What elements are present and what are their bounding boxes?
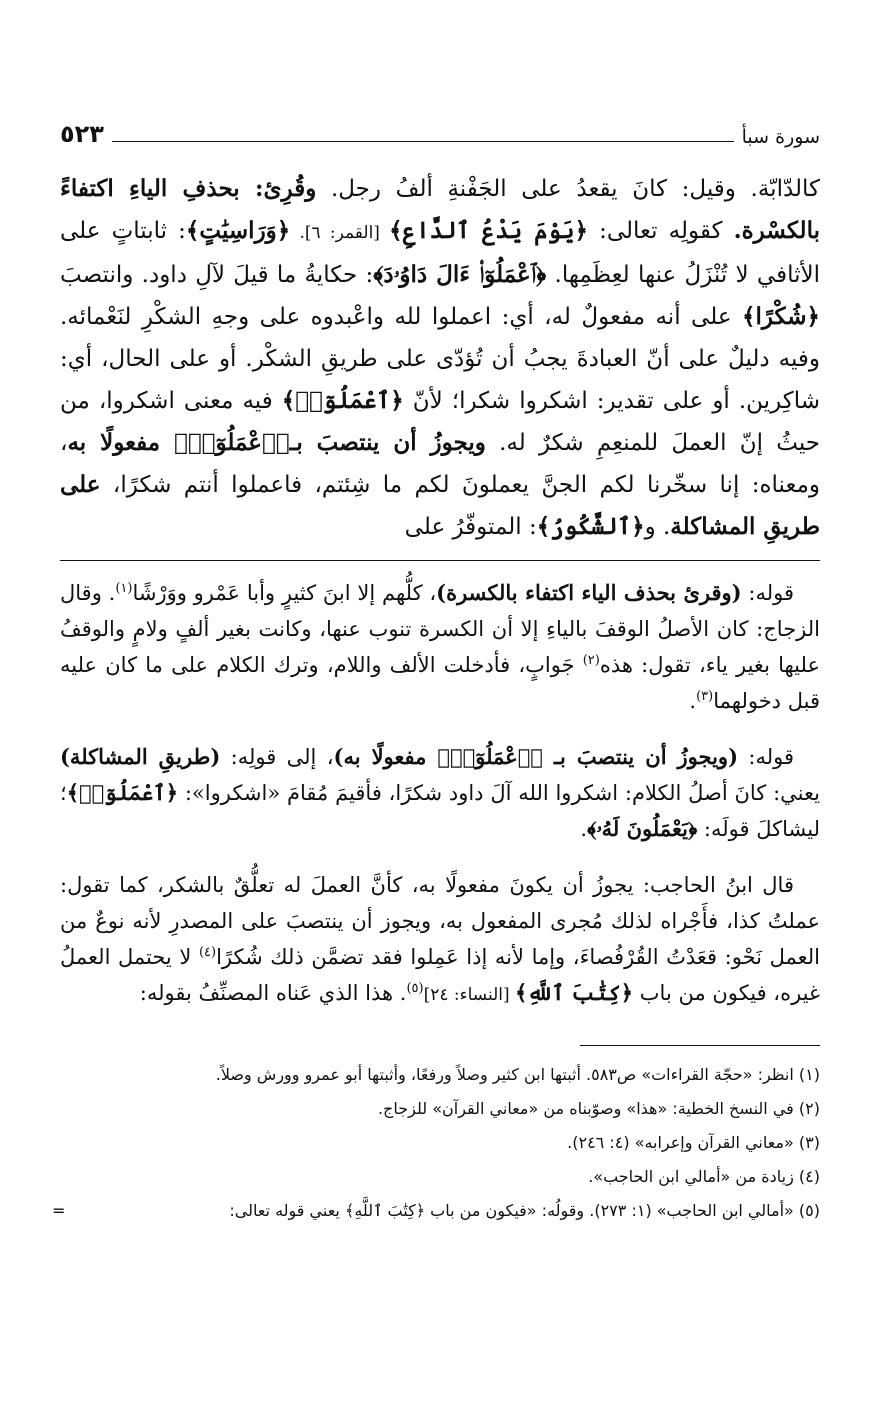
commentary-segment: . bbox=[580, 817, 588, 841]
quran-quote: ﴿ٱلشَّكُورُ﴾ bbox=[536, 513, 645, 540]
footnote-text: (١) انظر: «حجّة القراءات» ص٥٨٣. أثبتها ابن كثير وصلاً ورفعًا، وأثبتها أبو عمرو وورش وصلاً. bbox=[215, 1065, 820, 1084]
commentary-segment: . وقال الزجاج: كان الأصلُ الوقفَ بالياءِ إلا أن الكسرة تنوب عنها، وكانت بغير ألفٍ ولامٍ والوقفُ عليها بغير ياء، تقول: هذه bbox=[60, 581, 820, 677]
commentary-segment: ، كلُّهم إلا ابنَ كثيرٍ وأبا عَمْرو ووَرْشًا bbox=[132, 581, 437, 605]
commentary-segment: جَوابٍ، فأدخلت الألف واللام، وترك الكلام على ما كان عليه قبل دخولهما bbox=[60, 653, 820, 713]
commentary-lemma: (طريقِ المشاكلة) bbox=[60, 744, 221, 769]
main-text-segment: : حكايةُ ما قيلَ لآلِ داود. وانتصبَ bbox=[60, 262, 374, 288]
quran-quote: ﴿ٱعْمَلُوٓا۟﴾ bbox=[281, 387, 404, 414]
quran-quote: ﴿يَوْمَ يَدْعُ ٱلدَّاعِ﴾ bbox=[389, 217, 588, 244]
quran-quote: ﴿ٱعْمَلُوٓا۟ ءَالَ دَاوُۥدَ﴾ bbox=[373, 261, 547, 288]
main-text-bold: على طريقِ المشاكلة bbox=[60, 471, 820, 540]
footnote-text: (٣) «معاني القرآن وإعرابه» (٤: ٢٤٦). bbox=[567, 1133, 820, 1152]
commentary-lemma: (ويجوزُ أن ينتصبَ بـ ﴿ٱعْمَلُوٓا۟﴾ مفعولًا به) bbox=[333, 744, 739, 769]
footnote-marker: (٥) bbox=[406, 981, 424, 996]
footnote-item bbox=[60, 1058, 820, 1092]
main-text-segment: كالدّابّة. وقيل: كانَ يقعدُ على الجَفْنةِ ألفُ رجل. bbox=[316, 176, 820, 202]
surah-title: سورة سبأ bbox=[741, 126, 820, 148]
main-text-segment: ، ومعناه: إنا سخّرنا لكم الجنَّ يعملونَ لكم ما شِئتم، فاعملوا أنتم شكرًا، bbox=[60, 430, 820, 498]
commentary-segment: . هذا الذي عَناه المصنِّفُ بقوله: bbox=[139, 981, 407, 1005]
commentary-segment: ؛ ليشاكلَ قولَه: bbox=[60, 781, 820, 841]
main-text-segment: على أنه مفعولٌ له، أي: اعملوا لله واعْبدوه على وجهِ الشكْرِ لنَعْمائه. وفيه دليلٌ على أنّ العبادةَ يجبُ أن تُؤدّى على طريقِ الشكْر. أو على الحال، أي: شاكِرين. أو على تقدير: اشكروا شكرا؛ لأنّ bbox=[60, 304, 820, 414]
main-text-segment: . و bbox=[644, 514, 671, 540]
section-divider bbox=[60, 560, 820, 561]
continuation-mark: = bbox=[52, 1201, 66, 1220]
footnote-text: (٥) «أمالي ابن الحاجب» (١: ٢٧٣). وقولُه: «فيكون من باب ﴿كِتَٰبَ ٱللَّهِ﴾ يعني قوله تعالى: bbox=[229, 1201, 820, 1220]
footnote-marker: (٤) bbox=[198, 945, 217, 960]
page-number: ٥٢٣ bbox=[60, 120, 104, 148]
main-text-segment: كقولِه تعالى: bbox=[587, 218, 734, 244]
commentary-segment: قوله: bbox=[741, 581, 795, 605]
footnote-item bbox=[52, 1194, 820, 1228]
footnote-marker: (٢) bbox=[582, 653, 600, 668]
quran-reference: [النساء: ٢٤] bbox=[423, 985, 516, 1005]
quran-quote: ﴿وَرَاسِيَٰتٍ﴾ bbox=[185, 217, 291, 244]
commentary-segment: قال ابنُ الحاجب: يجوزُ أن يكونَ مفعولًا به، كأنَّ العملَ له تعلُّقٌ بالشكر، كما تقول: عملتُ كذا، فأَجْراه لذلك مُجرى المفعول به، ويجوز أن ينتصبَ على المصدرِ لأنه نوعٌ من العمل نَحْو: قعَدْتُ القُرْفُصاءَ، وإما لأنه إذا عَمِلوا فقد تضمَّن ذلك شُكرًا bbox=[60, 873, 820, 969]
commentary-segment: يعني: كانَ أصلُ الكلام: اشكروا الله آلَ داود شكرًا، فأقيمَ مُقامَ «اشكروا»: bbox=[178, 781, 820, 805]
footnote-item bbox=[60, 1092, 820, 1126]
commentary-lemma: (وقرئ بحذف الياء اكتفاء بالكسرة) bbox=[436, 580, 742, 605]
footnote-marker: (١) bbox=[115, 581, 133, 596]
footnote-item bbox=[60, 1160, 820, 1194]
footnote-item bbox=[60, 1126, 820, 1160]
quran-quote: ﴿كِتَٰبَ ٱللَّهِ﴾ bbox=[515, 980, 634, 1005]
commentary-paragraph-1 bbox=[60, 575, 820, 719]
footnote-text: (٤) زيادة من «أمالي ابن الحاجب». bbox=[588, 1167, 820, 1186]
commentary-segment: ، إلى قولِه: bbox=[220, 745, 334, 769]
commentary-segment: . bbox=[689, 689, 697, 713]
footnotes bbox=[52, 1058, 820, 1228]
quran-reference: [القمر: ٦]. bbox=[290, 223, 390, 243]
footnote-marker: (٣) bbox=[696, 689, 714, 704]
quran-quote: ﴿ٱعْمَلُوٓا۟﴾ bbox=[174, 429, 290, 456]
page-header bbox=[60, 100, 820, 148]
commentary-paragraph-2 bbox=[60, 739, 820, 847]
main-text-segment: : ثابتاتٍ على الأثافي لا تُنْزَلُ عنها لعِظَمِها. bbox=[60, 218, 820, 288]
commentary-paragraph-3 bbox=[60, 867, 820, 1013]
header-rule bbox=[112, 141, 734, 142]
quran-quote: ﴿شُكْرًا﴾ bbox=[741, 303, 820, 330]
footnote-text: (٢) في النسخ الخطية: «هذا» وصوّبناه من «معاني القرآن» للزجاج. bbox=[377, 1099, 820, 1118]
main-text-bold: وقُرِئ: بحذفِ الياءِ اكتفاءً بالكسْرة. bbox=[60, 175, 820, 244]
commentary-segment: لا يحتمل العملُ غيره، فيكون من باب bbox=[60, 945, 820, 1005]
main-text-bold: ويجوزُ أن ينتصبَ بـ bbox=[289, 429, 486, 456]
quran-quote: ﴿يَعْمَلُونَ لَهُۥ﴾ bbox=[587, 816, 698, 841]
main-text-bold: مفعولًا به bbox=[67, 429, 175, 456]
commentary-segment: قوله: bbox=[738, 745, 795, 769]
main-text bbox=[60, 168, 820, 548]
main-text-segment: : المتوفّرُ على bbox=[404, 514, 537, 540]
document-page bbox=[52, 100, 820, 1228]
main-text-segment: فيه معنى اشكروا، من حيثُ إنّ العملَ للمنعِمِ شكرٌ له. bbox=[60, 388, 820, 456]
quran-quote: ﴿ٱعْمَلُوٓا۟﴾ bbox=[66, 780, 179, 805]
footnotes-rule bbox=[580, 1045, 820, 1046]
